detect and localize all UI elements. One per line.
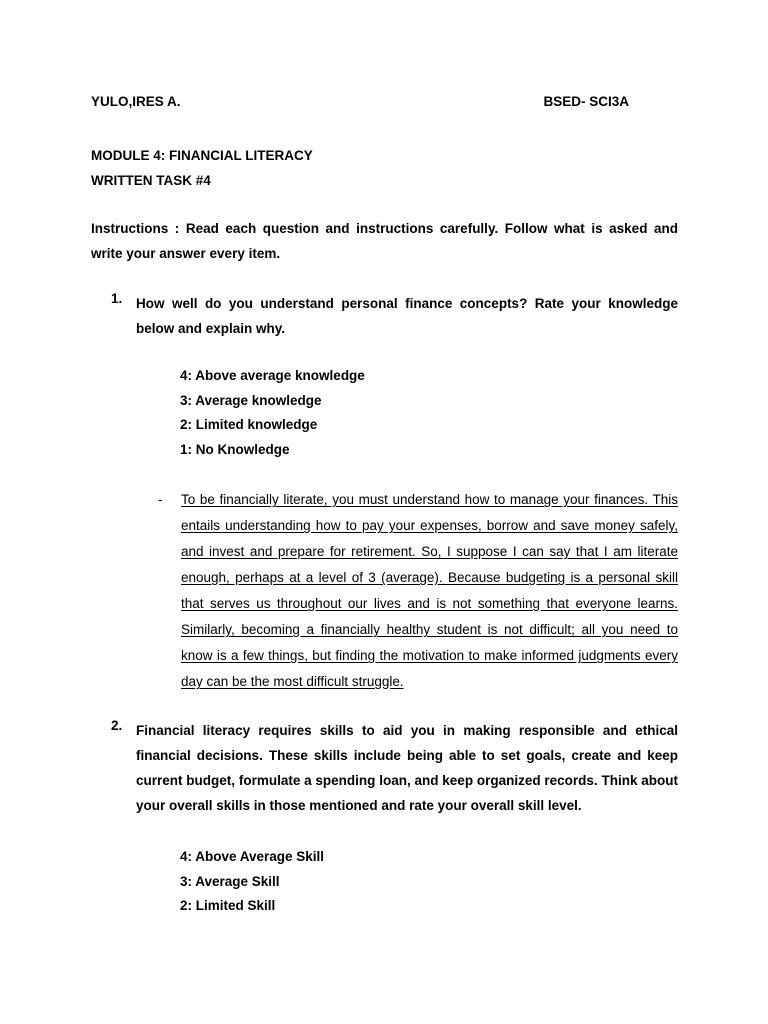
rating-level: 1: No Knowledge xyxy=(180,441,290,457)
rating-level: 4: Above average knowledge xyxy=(180,368,365,383)
student-name: YULO,IRES A. xyxy=(91,94,181,109)
task-title: WRITTEN TASK #4 xyxy=(91,172,211,188)
answer-text: To be financially literate, you must understand how to manage your finances. This entails understanding how to pay your expenses, borrow and save money safely, and invest and prepare for retirement. So, I suppose I can say that I am literate enough, perhaps at a level of 3 (average). Because budgeting is a personal skill that serves us throughout our lives and is not something that everyone learns. Similarly, becoming a financially healthy student is not difficult; all you need to know is a few things, but finding the motivation to make informed judgments every day can be the most difficult struggle. xyxy=(181,492,678,689)
rating-levels-1 xyxy=(180,364,365,462)
question-number: 2. xyxy=(111,718,123,733)
question-text: Financial literacy requires skills to aid you in making responsible and ethical financial decisions. These skills include being able to set goals, create and keep current budget, formulate a spending loan, and keep organized records. Think about your overall skills in those mentioned and rate your overall skill level. xyxy=(136,723,678,813)
module-heading xyxy=(91,144,313,193)
rating-level: 2: Limited knowledge xyxy=(180,417,318,432)
answer-bullet: - xyxy=(158,492,163,507)
answer-1 xyxy=(156,487,678,695)
instructions-paragraph: Instructions : Read each question and instructions carefully. Follow what is asked and write your answer every item. xyxy=(91,221,678,261)
question-2 xyxy=(91,718,678,818)
rating-level: 3: Average knowledge xyxy=(180,392,322,408)
question-number: 1. xyxy=(111,291,123,306)
question-1 xyxy=(91,291,678,341)
student-section: BSED- SCI3A xyxy=(543,94,629,109)
rating-level: 2: Limited Skill xyxy=(180,898,276,913)
document-header xyxy=(91,94,678,110)
rating-level: 3: Average Skill xyxy=(180,873,280,889)
rating-level: 4: Above Average Skill xyxy=(180,849,325,864)
rating-levels-2 xyxy=(180,845,324,919)
module-title: MODULE 4: FINANCIAL LITERACY xyxy=(91,148,313,163)
question-text: How well do you understand personal finance concepts? Rate your knowledge below and explain why. xyxy=(136,296,678,336)
